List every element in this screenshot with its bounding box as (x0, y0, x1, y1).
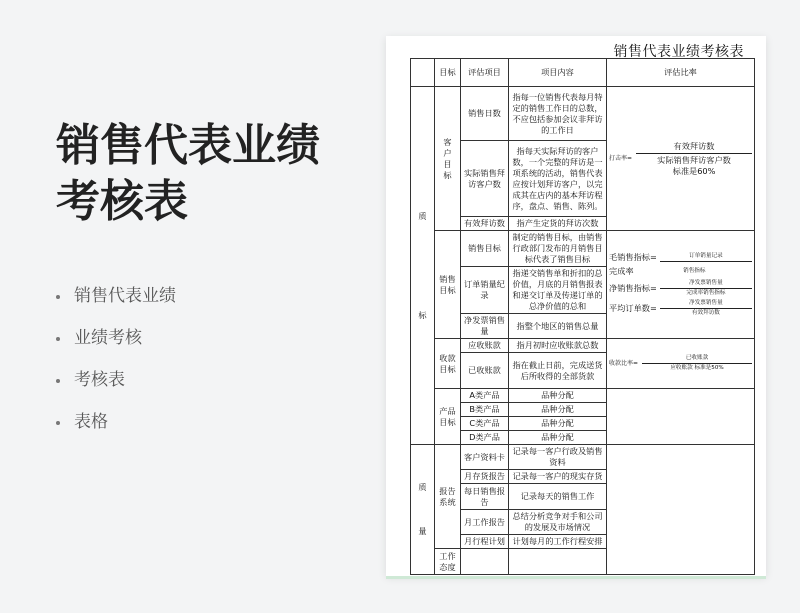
attitude-item-blank (461, 549, 509, 575)
item-invoice-sales: 净发票销售量 (461, 314, 509, 339)
item-sales-days: 销售日数 (461, 87, 509, 141)
header-content: 项目内容 (509, 59, 607, 87)
tag-list (56, 285, 176, 453)
item-received: 已收账款 (461, 353, 509, 389)
table-row (411, 445, 755, 470)
sales-ratio-formula: 毛销售指标= 订单销量记录 完成率 销售指标 净销售指标= $\frac{\text{净发票销售量}}{\text{完成率销售指标}}$ 平均订单数= $\frac{\text{净发票销售量}}{\text{有效拜访数}}$ (607, 231, 755, 339)
content-product-a: 品种分配 (509, 389, 607, 403)
header-target: 目标 (435, 59, 461, 87)
report-system-cell: 报告系统 (435, 445, 461, 549)
item-product-b: B类产品 (461, 403, 509, 417)
content-monthly-stock: 记录每一客户的现实存货 (509, 470, 607, 484)
table-row (411, 231, 755, 267)
header-blank (411, 59, 435, 87)
content-daily-sales: 记录每天的销售工作 (509, 484, 607, 510)
hero-title-line1: 销售代表业绩 (56, 120, 320, 171)
content-order-record: 指递交销售单和折扣的总价值，月底的月销售报表和递交订单及传递订单的总净价值的总和 (509, 267, 607, 314)
content-invoice-sales: 指整个地区的销售总量 (509, 314, 607, 339)
customer-target-cell: 客 户 目 标 (435, 87, 461, 231)
content-monthly-plan: 计划每月的工作行程安排 (509, 535, 607, 549)
item-monthly-stock: 月存货报告 (461, 470, 509, 484)
table-row (411, 389, 755, 403)
attitude-cell: 工作态度 (435, 549, 461, 575)
document-preview (386, 36, 766, 576)
attitude-content-blank (509, 549, 607, 575)
hero-title-line2: 考核表 (56, 176, 188, 227)
sales-target-cell: 销售目标 (435, 231, 461, 339)
item-order-record: 订单销量纪录 (461, 267, 509, 314)
tag-item: 考核表 (56, 369, 176, 411)
report-ratio-blank (607, 445, 755, 575)
content-receivable: 指月初时应收账款总数 (509, 339, 607, 353)
hero-title (56, 118, 356, 230)
quality-indicator-cell: 质 标 (411, 87, 435, 445)
content-sales-days: 指每一位销售代表每月特定的销售工作日的总数，不应包括参加会议非拜访的工作日 (509, 87, 607, 141)
content-product-b: 品种分配 (509, 403, 607, 417)
tag-item: 表格 (56, 411, 176, 453)
product-ratio-blank (607, 389, 755, 445)
collect-target-cell: 收款目标 (435, 339, 461, 389)
content-product-c: 品种分配 (509, 417, 607, 431)
header-item: 评估项目 (461, 59, 509, 87)
table-row (411, 87, 755, 141)
item-product-a: A类产品 (461, 389, 509, 403)
content-monthly-work: 总结分析竞争对手和公司的发展及市场情况 (509, 510, 607, 535)
item-product-c: C类产品 (461, 417, 509, 431)
table-row (411, 339, 755, 353)
item-customer-card: 客户资料卡 (461, 445, 509, 470)
product-target-cell: 产品目标 (435, 389, 461, 445)
item-daily-sales: 每日销售报告 (461, 484, 509, 510)
content-product-d: 品种分配 (509, 431, 607, 445)
item-valid-visits: 有效拜访数 (461, 217, 509, 231)
header-ratio: 评估比率 (607, 59, 755, 87)
visit-ratio-formula: 打击率= 有效拜访数 实际销售拜访客户数 标准是60% (607, 87, 755, 231)
quality-cell: 质 量 (411, 445, 435, 575)
item-actual-visits: 实际销售拜访客户数 (461, 141, 509, 217)
document-bottom-edge (386, 576, 766, 579)
assessment-table (410, 58, 755, 575)
table-header-row (411, 59, 755, 87)
content-valid-visits: 指产生定货的拜访次数 (509, 217, 607, 231)
content-sales-goal: 制定的销售目标，由销售行政部门发布的月销售目标代表了销售目标 (509, 231, 607, 267)
item-monthly-work: 月工作报告 (461, 510, 509, 535)
item-receivable: 应收账款 (461, 339, 509, 353)
item-sales-goal: 销售目标 (461, 231, 509, 267)
content-received: 指在截止日前，完成送货后所收得的全部货款 (509, 353, 607, 389)
document-title: 销售代表业绩考核表 (613, 44, 744, 60)
tag-item: 业绩考核 (56, 327, 176, 369)
tag-item: 销售代表业绩 (56, 285, 176, 327)
collect-ratio-formula: 收款比率= $\frac{\text{已收账款}}{\text{应收账款 标准是50\%}}$ (607, 339, 755, 389)
content-customer-card: 记录每一客户行政及销售资料 (509, 445, 607, 470)
item-product-d: D类产品 (461, 431, 509, 445)
content-actual-visits: 指每天实际拜访的客户数，一个完整的拜访是一项系统的活动，销售代表应按计划拜访客户，以完成其在店内的基本拜访程序，盘点、销售、陈列。 (509, 141, 607, 217)
item-monthly-plan: 月行程计划 (461, 535, 509, 549)
